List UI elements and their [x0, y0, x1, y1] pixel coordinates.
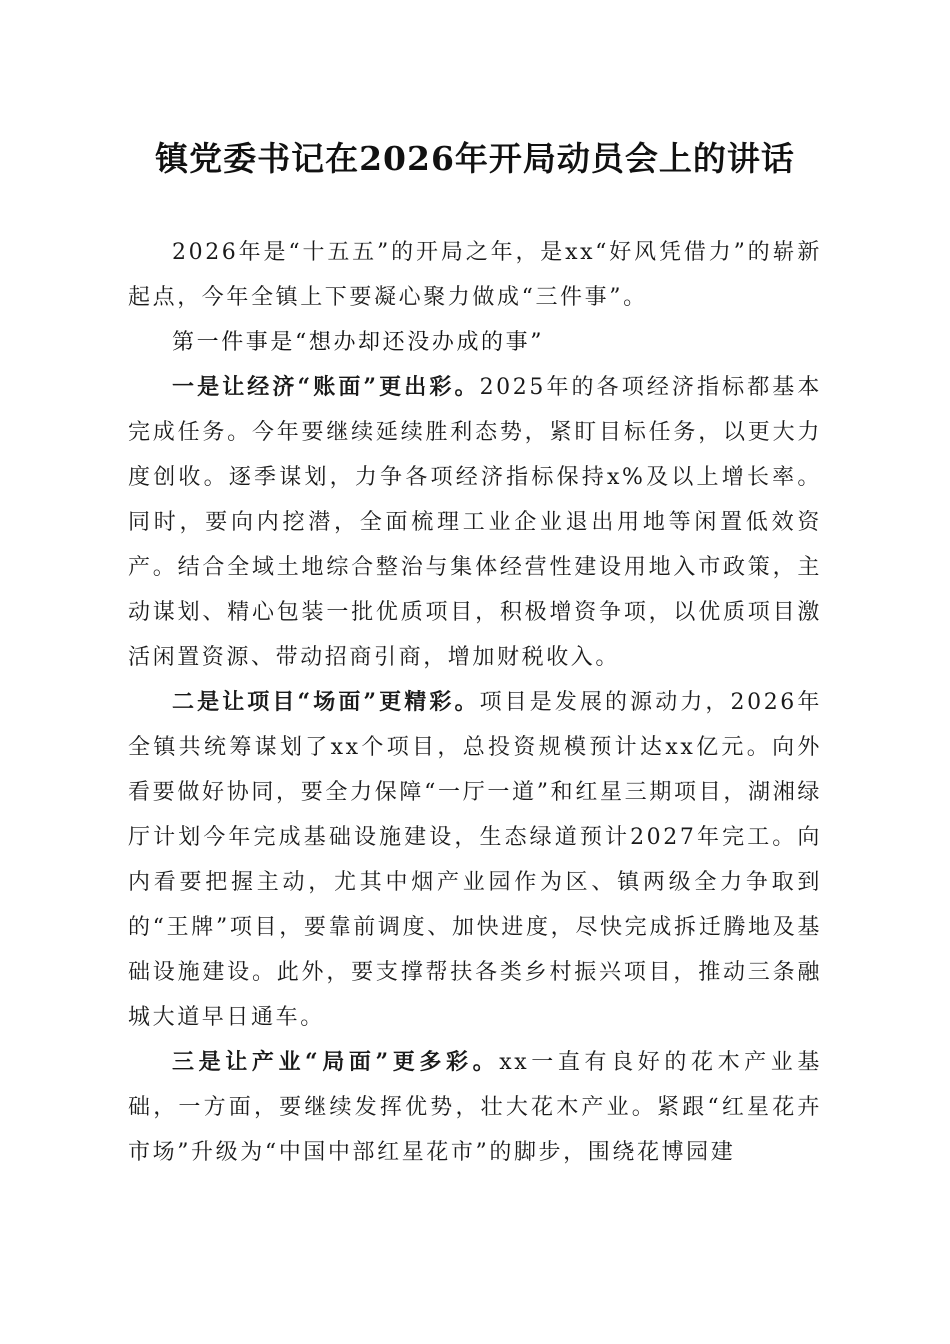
- paragraph-lead: 三是让产业“局面”更多彩。: [172, 1049, 500, 1075]
- paragraph-body: 项目是发展的源动力，2026年全镇共统筹谋划了xx个项目，总投资规模预计达xx亿元。向外看要做好协同，要全力保障“一厅一道”和红星三期项目，湖湘绿厅计划今年完成基础设施建设，生态绿道预计2027年完工。向内看要把握主动，尤其中烟产业园作为区、镇两级全力争取到的“王牌”项目，要靠前调度、加快进度，尽快完成拆迁腾地及基础设施建设。此外，要支撑帮扶各类乡村振兴项目，推动三条融城大道早日通车。: [128, 690, 823, 1030]
- document-title: 镇党委书记在2026年开局动员会上的讲话: [155, 139, 795, 178]
- paragraph-lead: 二是让项目“场面”更精彩。: [172, 689, 480, 715]
- section-heading: 第一件事是“想办却还没办成的事”: [172, 330, 545, 355]
- paragraph-projects: [128, 680, 822, 1040]
- intro-paragraph: 2026年是“十五五”的开局之年，是xx“好风凭借力”的崭新起点，今年全镇上下要凝心聚力做成“三件事”。: [128, 240, 822, 310]
- paragraph-industry: [128, 1040, 822, 1175]
- paragraph-lead: 一是让经济“账面”更出彩。: [172, 374, 480, 400]
- paragraph-economy: [128, 365, 822, 680]
- paragraph-body: xx一直有良好的花木产业基础，一方面，要继续发挥优势，壮大花木产业。紧跟“红星花卉市场”升级为“中国中部红星花市”的脚步，围绕花博园建: [128, 1050, 823, 1165]
- paragraph-body: 2025年的各项经济指标都基本完成任务。今年要继续延续胜利态势，紧盯目标任务，以更大力度创收。逐季谋划，力争各项经济指标保持x%及以上增长率。同时，要向内挖潜，全面梳理工业企业退出用地等闲置低效资产。结合全域土地综合整治与集体经营性建设用地入市政策，主动谋划、精心包装一批优质项目，积极增资争项，以优质项目激活闲置资源、带动招商引商，增加财税收入。: [128, 375, 823, 670]
- document-body: [128, 230, 822, 1175]
